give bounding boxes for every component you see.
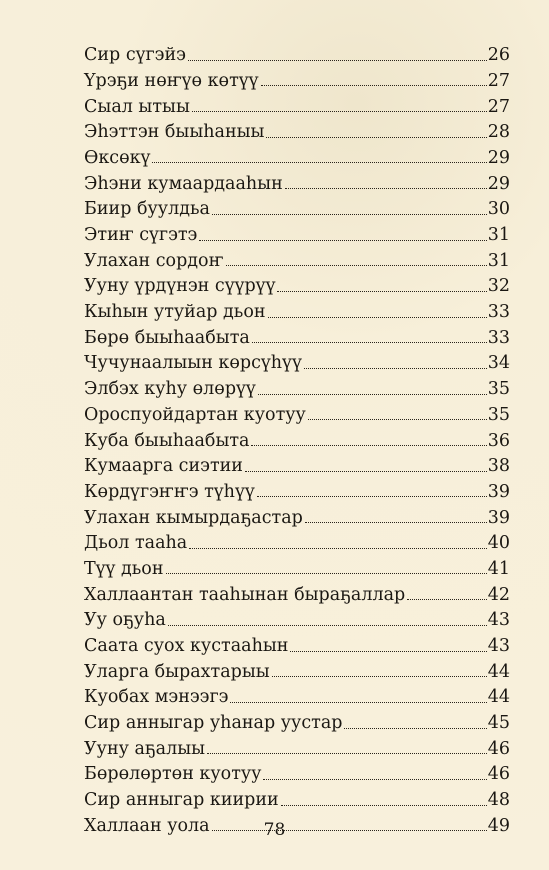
toc-entry [84,553,510,579]
toc-entry-page: 39 [487,507,510,528]
toc-entry-page: 35 [487,379,510,400]
dot-leader [207,753,487,754]
toc-entry-page: 34 [487,353,510,374]
toc-entry [84,347,510,373]
dot-leader [344,728,486,729]
toc-entry-page: 46 [487,764,510,785]
toc-entry-page: 29 [487,147,510,168]
toc-entry [84,270,510,296]
dot-leader [290,651,486,652]
dot-leader [268,317,487,318]
toc-entry [84,322,510,348]
toc-entry [84,424,510,450]
dot-leader [281,805,487,806]
toc-entry-title: Сир анныгар киирии [84,790,279,811]
toc-entry-title: Сыал ытыы [84,96,190,117]
toc-entry-page: 35 [487,404,510,425]
dot-leader [258,394,487,395]
toc-entry-title: Кыһын утуйар дьон [84,302,266,323]
toc-entry-title: Биир буулдьа [84,199,210,220]
dot-leader [257,496,487,497]
toc-entry-title: Түү дьон [84,558,164,579]
dot-leader [212,214,487,215]
toc-entry [84,167,510,193]
toc-entry-title: Халлаан уола [84,815,210,836]
toc-entry-title: Элбэх куһу өлөрүү [84,379,256,400]
toc-entry-page: 31 [487,250,510,271]
toc-entry [84,604,510,630]
toc-entry [84,373,510,399]
toc-entry-page: 46 [487,738,510,759]
toc-entry-page: 26 [487,45,510,66]
toc-entry-title: Үрэҕи нөҥүө көтүү [84,70,259,91]
dot-leader [168,625,487,626]
toc-entry-title: Халлаантан тааһынан быраҕаллар [84,584,406,605]
toc-entry-page: 30 [487,199,510,220]
toc-entry [84,90,510,116]
toc-entry-title: Бөрөлөртөн куотуу [84,764,262,785]
toc-entry-page: 41 [487,558,510,579]
toc-entry-page: 45 [487,713,510,734]
toc-entry-title: Ороспуойдартан куотуу [84,404,306,425]
toc-entry [84,656,510,682]
dot-leader [152,162,486,163]
dot-leader [252,342,487,343]
toc-entry-page: 43 [487,636,510,656]
toc-entry [84,193,510,219]
dot-leader [308,419,487,420]
toc-entry [84,219,510,245]
toc-entry-page: 33 [487,302,510,323]
dot-leader [230,702,486,703]
toc-entry-title: Саата суох кустааһын [84,636,289,656]
toc-entry [84,450,510,476]
toc-entry-title: Бөрө быыһаабыта [84,327,250,348]
toc-entry-page: 48 [487,790,510,811]
dot-leader [263,779,486,780]
toc-entry-page: 43 [487,610,510,631]
toc-entry-page: 33 [487,327,510,348]
toc-entry-title: Ууну аҕалыы [84,738,206,759]
dot-leader [261,85,487,86]
toc-entry-page: 29 [487,173,510,194]
toc-entry [84,476,510,502]
toc-entry-title: Уларга бырахтарыы [84,661,270,682]
toc-entry-title: Эһэттэн быыһаныы [84,122,265,143]
toc-entry-title: Уу оҕуһа [84,610,166,631]
dot-leader [285,188,487,189]
toc-entry [84,758,510,784]
toc-entry-title: Куба быыһаабыта [84,430,250,451]
toc-entry [84,296,510,322]
toc-entry [84,578,510,604]
toc-entry-title: Куобах мэнээгэ [84,687,229,708]
toc-entry-title: Чучунаалыын көрсүһүү [84,353,302,374]
dot-leader [251,445,486,446]
table-of-contents [84,39,510,835]
toc-entry-page: 28 [487,122,510,143]
toc-entry-title: Сир анныгар уһанар уустар [84,713,343,734]
toc-entry [84,733,510,759]
toc-entry-title: Этиҥ сүгэтэ [84,225,198,245]
toc-entry-title: Кумаарга сиэтии [84,456,243,477]
toc-entry-page: 27 [487,96,510,117]
toc-entry [84,39,510,65]
toc-entry [84,142,510,168]
toc-entry [84,399,510,425]
toc-entry-page: 44 [487,687,510,708]
toc-entry [84,116,510,142]
dot-leader [189,548,486,549]
toc-entry-page: 49 [487,815,510,836]
toc-entry [84,527,510,553]
dot-leader [277,291,486,292]
toc-entry [84,784,510,810]
toc-entry-page: 32 [487,276,510,297]
toc-entry-page: 27 [487,70,510,91]
toc-entry-title: Эһэни кумаардааһын [84,173,283,194]
toc-entry-title: Улахан сордоҥ [84,250,224,271]
toc-entry-page: 40 [487,533,510,554]
toc-entry-page: 38 [487,456,510,477]
dot-leader [304,368,487,369]
dot-leader [272,676,487,677]
dot-leader [266,137,486,138]
toc-entry-title: Көрдүгэҥҥэ түһүү [84,481,255,502]
dot-leader [188,60,487,61]
dot-leader [226,265,487,266]
dot-leader [166,573,487,574]
dot-leader [305,522,487,523]
toc-entry [84,681,510,707]
page-number: 78 [263,820,286,840]
dot-leader [199,240,486,241]
toc-entry-title: Дьол тааһа [84,533,188,554]
toc-entry-page: 31 [487,225,510,245]
toc-entry-page: 36 [487,430,510,451]
dot-leader [407,599,487,600]
toc-entry-page: 42 [487,584,510,605]
toc-entry [84,630,510,656]
dot-leader [245,471,487,472]
toc-entry-title: Ууну үрдүнэн сүүрүү [84,276,276,297]
toc-entry [84,65,510,91]
toc-entry [84,707,510,733]
dot-leader [192,111,487,112]
toc-entry-title: Өксөкү [84,147,151,168]
toc-entry-page: 44 [487,661,510,682]
toc-entry-title: Улахан кымырдаҕастар [84,507,303,528]
toc-entry-title: Сир сүгэйэ [84,45,186,66]
toc-entry-page: 39 [487,481,510,502]
toc-entry [84,245,510,271]
toc-entry [84,501,510,527]
